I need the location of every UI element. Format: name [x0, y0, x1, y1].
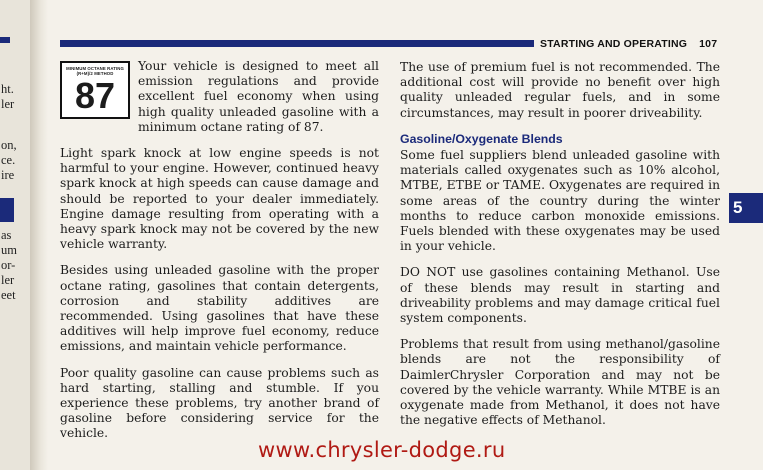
body-paragraph: Poor quality gasoline can cause problems such as hard starting, stalling and stumble. If you experience these problems, try another brand of gasoline before considering service for the vehicle.	[60, 365, 379, 441]
page-number: 107	[699, 38, 718, 50]
octane-caption: MINIMUM OCTANE RATING (R+M)/2 METHOD	[66, 66, 124, 76]
body-paragraph: Besides using unleaded gasoline with the proper octane rating, gasolines that contain detergents, corrosion and stability additives are recommended. Using gasolines that have these additives will help improve fuel economy, reduce emissions, and maintain vehicle performance.	[60, 263, 379, 354]
previous-page-fragment: ce.	[1, 153, 16, 167]
body-paragraph: DO NOT use gasolines containing Methanol. Use of these blends may result in starting and driveability problems and may damage critical fuel system components.	[400, 265, 720, 326]
previous-page-edge	[0, 0, 31, 470]
octane-rating-label	[60, 61, 130, 119]
previous-page-header-bar	[0, 37, 10, 43]
right-column	[400, 60, 720, 439]
book-gutter	[30, 0, 48, 470]
previous-page-fragment: ler	[1, 97, 15, 111]
body-paragraph: The use of premium fuel is not recommended. The additional cost will provide no benefit over high quality unleaded regular fuels, and in some circumstances, may result in poorer driveability.	[400, 60, 720, 120]
watermark-url: www.chrysler-dodge.ru	[258, 438, 506, 462]
header-rule	[60, 40, 534, 47]
octane-number: 87	[74, 75, 116, 116]
previous-page-fragment: eet	[1, 288, 16, 302]
octane-intro-paragraph: Your vehicle is designed to meet all emission regulations and provide excellent fuel economy when using high quality unleaded gasoline with a minimum octane rating of 87.	[138, 59, 379, 134]
body-paragraph: Problems that result from using methanol/gasoline blends are not the responsibility of DaimlerChrysler Corporation and may not be covered by the vehicle warranty. While MTBE is an oxygenate made from Methanol, it does not have the negative effects of Methanol.	[400, 337, 720, 428]
previous-page-fragment: ler	[1, 273, 15, 287]
body-paragraph: Light spark knock at low engine speeds is not harmful to your engine. However, continued heavy spark knock at high speeds can cause damage and should be reported to your dealer immediately. Engine damage resulting from operating with a heavy spark knock may not be covered by the new vehicle warranty.	[60, 146, 379, 252]
chapter-tab: 5	[729, 193, 763, 223]
previous-page-fragment: or-	[1, 258, 16, 272]
section-subheading: Gasoline/Oxygenate Blends	[400, 131, 563, 146]
body-paragraph: Some fuel suppliers blend unleaded gasoline with materials called oxygenates such as 10% alcohol, MTBE, ETBE or TAME. Oxygenates are required in some areas of the country during the winter months to reduce carbon monoxide emissions. Fuels blended with these oxygenates may be used in your vehicle.	[400, 148, 720, 254]
running-header	[540, 38, 717, 50]
previous-page-tab	[0, 198, 14, 222]
left-column	[60, 59, 379, 453]
previous-page-fragment: as	[1, 228, 12, 242]
previous-page-fragment: ht.	[1, 82, 14, 96]
previous-page-fragment: on,	[1, 138, 17, 152]
section-title: STARTING AND OPERATING	[540, 38, 688, 50]
previous-page-fragment: ire	[1, 168, 15, 182]
previous-page-fragment: um	[1, 243, 17, 257]
